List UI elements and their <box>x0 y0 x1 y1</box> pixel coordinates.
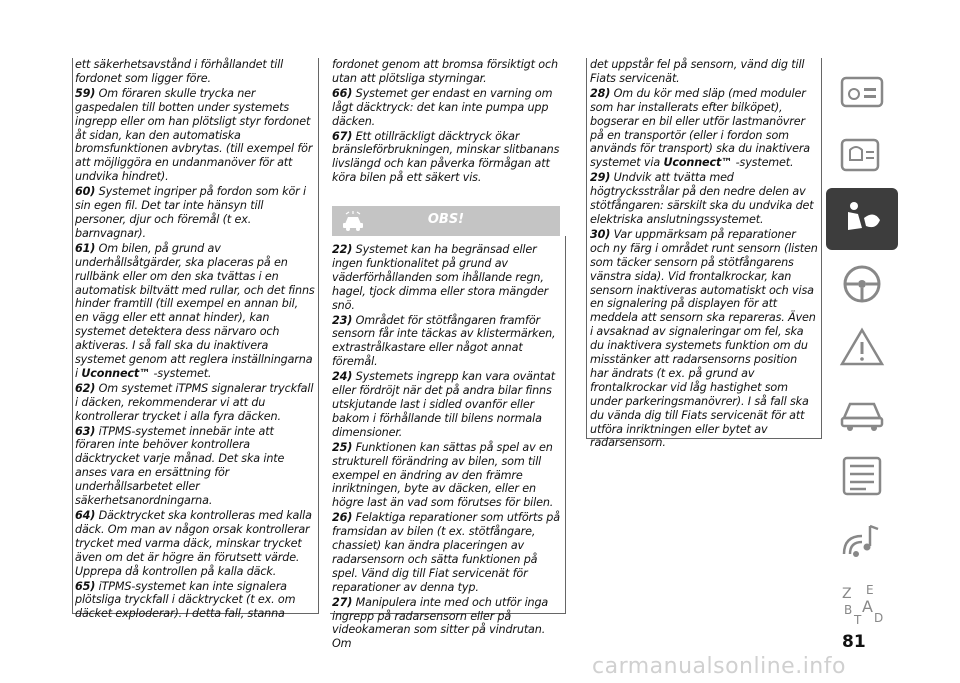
paragraph <box>332 87 560 129</box>
obs-text-column <box>332 243 560 652</box>
chapter-tab[interactable] <box>826 60 898 122</box>
paragraph <box>75 509 315 579</box>
paragraph <box>590 171 818 227</box>
paragraph <box>332 511 560 594</box>
chapter-tab[interactable] <box>826 252 898 314</box>
note-number: 27) <box>332 595 353 609</box>
note-number: 65) <box>75 579 96 593</box>
paragraph <box>590 228 818 451</box>
note-text: iTPMS-systemet innebär inte att föraren inte behöver kontrollera däcktrycket varje månad. Det ska inte anses vara en ersättning för underhållsarbetet eller säkerhetsanordningarna. <box>75 424 285 508</box>
paragraph <box>75 185 315 241</box>
paragraph <box>332 441 560 511</box>
note-number: 25) <box>332 440 353 454</box>
paragraph <box>75 425 315 508</box>
paragraph <box>332 314 560 370</box>
chapter-tab[interactable] <box>826 508 898 570</box>
note-number: 64) <box>75 509 96 522</box>
note-text: Om föraren skulle trycka ner gaspedalen till botten under systemets ingrepp eller om han plötsligt styr fordonet åt sidan, kan den automatiska bromsfunktionen avbrytas. (till exempel för att möjliggöra en undanmanöver för att undvika hindret). <box>75 86 313 184</box>
paragraph <box>75 382 315 424</box>
watermark: carmanualsonline.info <box>592 654 846 679</box>
note-number: 26) <box>332 511 353 525</box>
note-text: Ett otillräckligt däcktryck ökar bränsleförbrukningen, minskar slitbanans livslängd och kan påverka förmågan att köra bilen på ett säkert vis. <box>332 129 560 185</box>
note-number: 23) <box>332 313 353 327</box>
note-text: Om bilen, på grund av underhållsåtgärder, ska placeras på en rullbänk eller om den ska tvättas i en automatisk biltvätt med rullar, och det finns hinder framtill (till exempel en annan bil, en vägg eller ett annat hinder), kan systemet detektera dess närvaro och aktiveras. I så fall ska du inaktivera systemet genom att reglera inställningarna i <box>75 241 315 380</box>
note-text: det uppstår fel på sensorn, vänd dig till Fiats servicenät. <box>590 58 805 85</box>
text-column-3 <box>590 58 818 451</box>
svg-text:A: A <box>862 597 873 616</box>
note-number: 24) <box>332 370 353 384</box>
paragraph <box>332 243 560 313</box>
paragraph <box>590 87 818 170</box>
page-number: 81 <box>842 632 866 652</box>
text-column-2 <box>332 58 560 186</box>
note-number: 61) <box>75 241 96 255</box>
note-text: Funktionen kan sättas på spel av en strukturell förändring av bilen, som till exempel en ändring av den främre inriktningen, byte av däcken, eller en högre last än vad som förutses för bilen. <box>332 440 554 510</box>
note-text: Systemet ger endast en varning om lågt däcktryck: det kan inte pumpa upp däcken. <box>332 86 553 128</box>
paragraph <box>332 58 560 86</box>
note-text: Systemet kan ha begränsad eller ingen funktionalitet på grund av väderförhållanden som ihållande regn, hagel, tjock dimma eller stora mängder snö. <box>332 243 549 312</box>
brand-name: Uconnect™ <box>81 366 151 380</box>
chapter-tab[interactable] <box>826 380 898 442</box>
note-text: Felaktiga reparationer som utförts på framsidan av bilen (t ex. stötfångare, chassiet) kan ändra placeringen av radarsensorn och sätta funktionen på spel. Vänd dig till Fiat servicenät för reparationer av denna typ. <box>332 511 560 594</box>
note-text: iTPMS-systemet kan inte signalera plötsliga tryckfall i däcktrycket (t ex. om däcket exploderar). I detta fall, stanna <box>75 579 296 621</box>
note-number: 60) <box>75 185 96 199</box>
column1-left-rule <box>72 58 73 613</box>
column1-right-rule <box>318 58 319 613</box>
note-text: -systemet. <box>150 366 212 380</box>
chapter-tab[interactable] <box>826 444 898 506</box>
svg-text:Z: Z <box>842 586 852 602</box>
svg-text:E: E <box>866 583 874 597</box>
column3-left-rule <box>586 58 587 438</box>
note-number: 22) <box>332 243 353 256</box>
note-text: -systemet. <box>732 156 794 170</box>
text-column-1 <box>75 58 315 622</box>
note-number: 30) <box>590 227 611 241</box>
paragraph <box>332 130 560 186</box>
note-text: fordonet genom att bromsa försiktigt och utan att plötsliga styrningar. <box>332 58 558 85</box>
paragraph <box>590 58 818 86</box>
note-number: 62) <box>75 381 96 395</box>
note-text: Manipulera inte med och utför inga ingrepp på radarsensorn eller på videokameran som sitter på vindrutan. Om <box>332 595 549 651</box>
paragraph <box>75 58 315 86</box>
paragraph <box>75 242 315 381</box>
note-number: 59) <box>75 86 96 100</box>
note-text: Undvik att tvätta med högtrycksstrålar på den nedre delen av stötfångaren: särskilt ska du undvika det elektriska anslutningssystemet. <box>590 171 814 226</box>
note-text: Däcktrycket ska kontrolleras med kalla däck. Om man av någon orsak kontrollerar trycket med varma däck, minskar trycket även om det är högre än förutsett värde. Upprepa då kontrollen på kalla däck. <box>75 509 312 578</box>
chapter-tab[interactable] <box>826 316 898 378</box>
note-number: 29) <box>590 171 611 185</box>
note-text: Systemet ingriper på fordon som kör i sin egen fil. Det tar inte hänsyn till personer, djur och föremål (t ex. barnvagnar). <box>75 185 306 240</box>
note-number: 63) <box>75 424 96 438</box>
svg-text:D: D <box>874 611 884 625</box>
obs-warning-header <box>332 206 560 236</box>
note-text: Om systemet iTPMS signalerar tryckfall i däcken, rekommenderar vi att du kontrollerar trycket i alla fyra däcken. <box>75 381 314 423</box>
note-text: ett säkerhetsavstånd i förhållandet till fordonet som ligger före. <box>75 58 284 85</box>
paragraph <box>332 370 560 440</box>
note-text: Området för stötfångaren framför sensorn får inte täckas av klistermärken, extrastrålkastare eller något annat föremål. <box>332 313 556 369</box>
note-number: 67) <box>332 129 353 143</box>
chapter-tab[interactable] <box>826 124 898 186</box>
paragraph <box>75 580 315 622</box>
note-text: Var uppmärksam på reparationer och ny färg i området runt sensorn (listen som täcker sensorn på stötfångarens vänstra sida). Vid frontalkrockar, kan sensorn inaktiveras automatiskt och visa en signalering på displayen för att meddela att sensorn ska repareras. Även i avsaknad av signaleringar om fel, ska du inaktivera systemets funktion om du misstänker att radarsensorns position har ändrats (t ex. på grund av frontalkrockar vid låg hastighet som under parkeringsmanövrer). I så fall ska du vända dig till Fiats servicenät för att utföra inriktningen eller bytet av radarsensorn. <box>590 227 818 450</box>
paragraph <box>332 596 560 652</box>
column3-right-rule <box>821 58 822 438</box>
paragraph <box>75 87 315 184</box>
column2-right-rule <box>565 236 566 613</box>
chapter-tab[interactable] <box>826 572 898 634</box>
svg-text:B: B <box>844 603 853 617</box>
note-number: 66) <box>332 86 353 100</box>
chapter-tab[interactable] <box>826 188 898 250</box>
note-text: Om du kör med släp (med moduler som har installerats efter bilköpet), bogserar en bil eller utför lastmanövrer på en transportör (eller i fordon som används för transport) ska du inaktivera systemet via <box>590 86 811 170</box>
svg-text:T: T <box>854 613 862 626</box>
note-text: Systemets ingrepp kan vara oväntat eller fördröjt när det på andra bilar finns utskjutande last i sidled ovanför eller bakom i förhållande till bilens normala dimensioner. <box>332 370 555 439</box>
obs-title: OBS! <box>427 212 465 227</box>
note-number: 28) <box>590 86 611 100</box>
brand-name: Uconnect™ <box>663 156 733 170</box>
